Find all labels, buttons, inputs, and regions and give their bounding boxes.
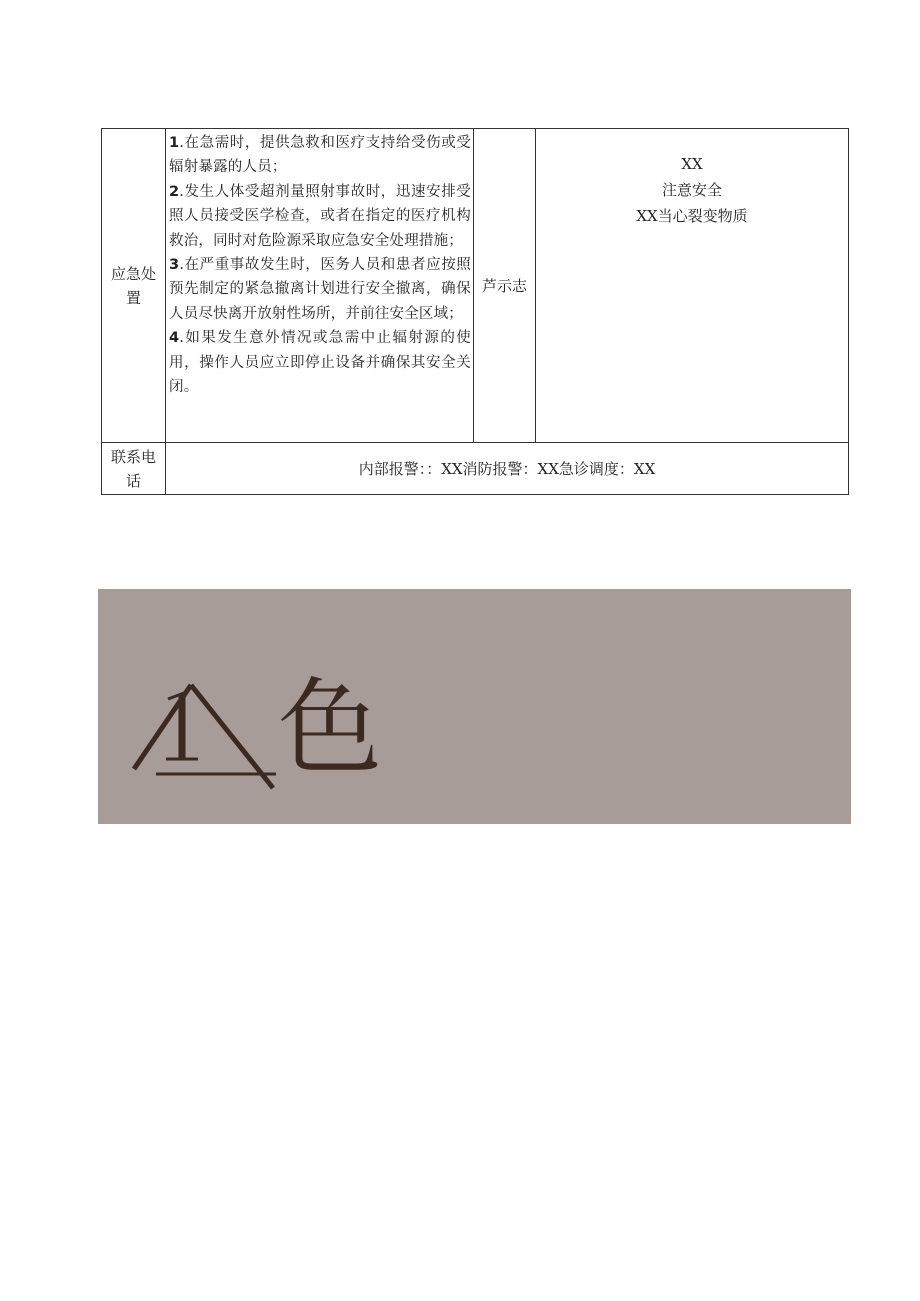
emergency-steps bbox=[166, 129, 473, 442]
step-2: 2.发生人体受超剂量照射事故时，迅速安排受照人员接受医学检查，或者在指定的医疗机构救治，同时对危险源采取应急安全处理措施； bbox=[169, 183, 471, 249]
contact-row bbox=[102, 443, 849, 495]
sign-line-2: 注意安全 bbox=[661, 181, 722, 199]
emergency-label: 应急处置 bbox=[102, 129, 166, 443]
emergency-row bbox=[102, 129, 849, 443]
step-3: 3.在严重事故发生时，医务人员和患者应按照预先制定的紧急撤离计划进行安全撤离，确保人员尽快离开放射性场所，并前往安全区域； bbox=[169, 257, 471, 322]
step-1: 1.在急需时，提供急救和医疗支持给受伤或受辐射暴露的人员； bbox=[169, 135, 471, 176]
emergency-steps-cell bbox=[166, 129, 474, 443]
sign-line-3: XX当心裂变物质 bbox=[636, 207, 748, 225]
banner-char: 色 bbox=[278, 667, 383, 789]
sign-label: 芦示志 bbox=[474, 129, 536, 443]
image-banner bbox=[98, 589, 851, 824]
step-4: 4.如果发生意外情况或急需中止辐射源的使用，操作人员应立即停止设备并确保其安全关闭。 bbox=[169, 330, 471, 396]
contact-label: 联系电话 bbox=[102, 443, 166, 495]
emergency-info-table bbox=[101, 128, 849, 495]
contact-numbers: 内部报警：：XX消防报警：XX急诊调度：XX bbox=[166, 443, 849, 495]
sign-line-1: XX bbox=[681, 155, 703, 173]
sign-content bbox=[536, 129, 849, 443]
warning-logo-icon bbox=[98, 589, 851, 824]
